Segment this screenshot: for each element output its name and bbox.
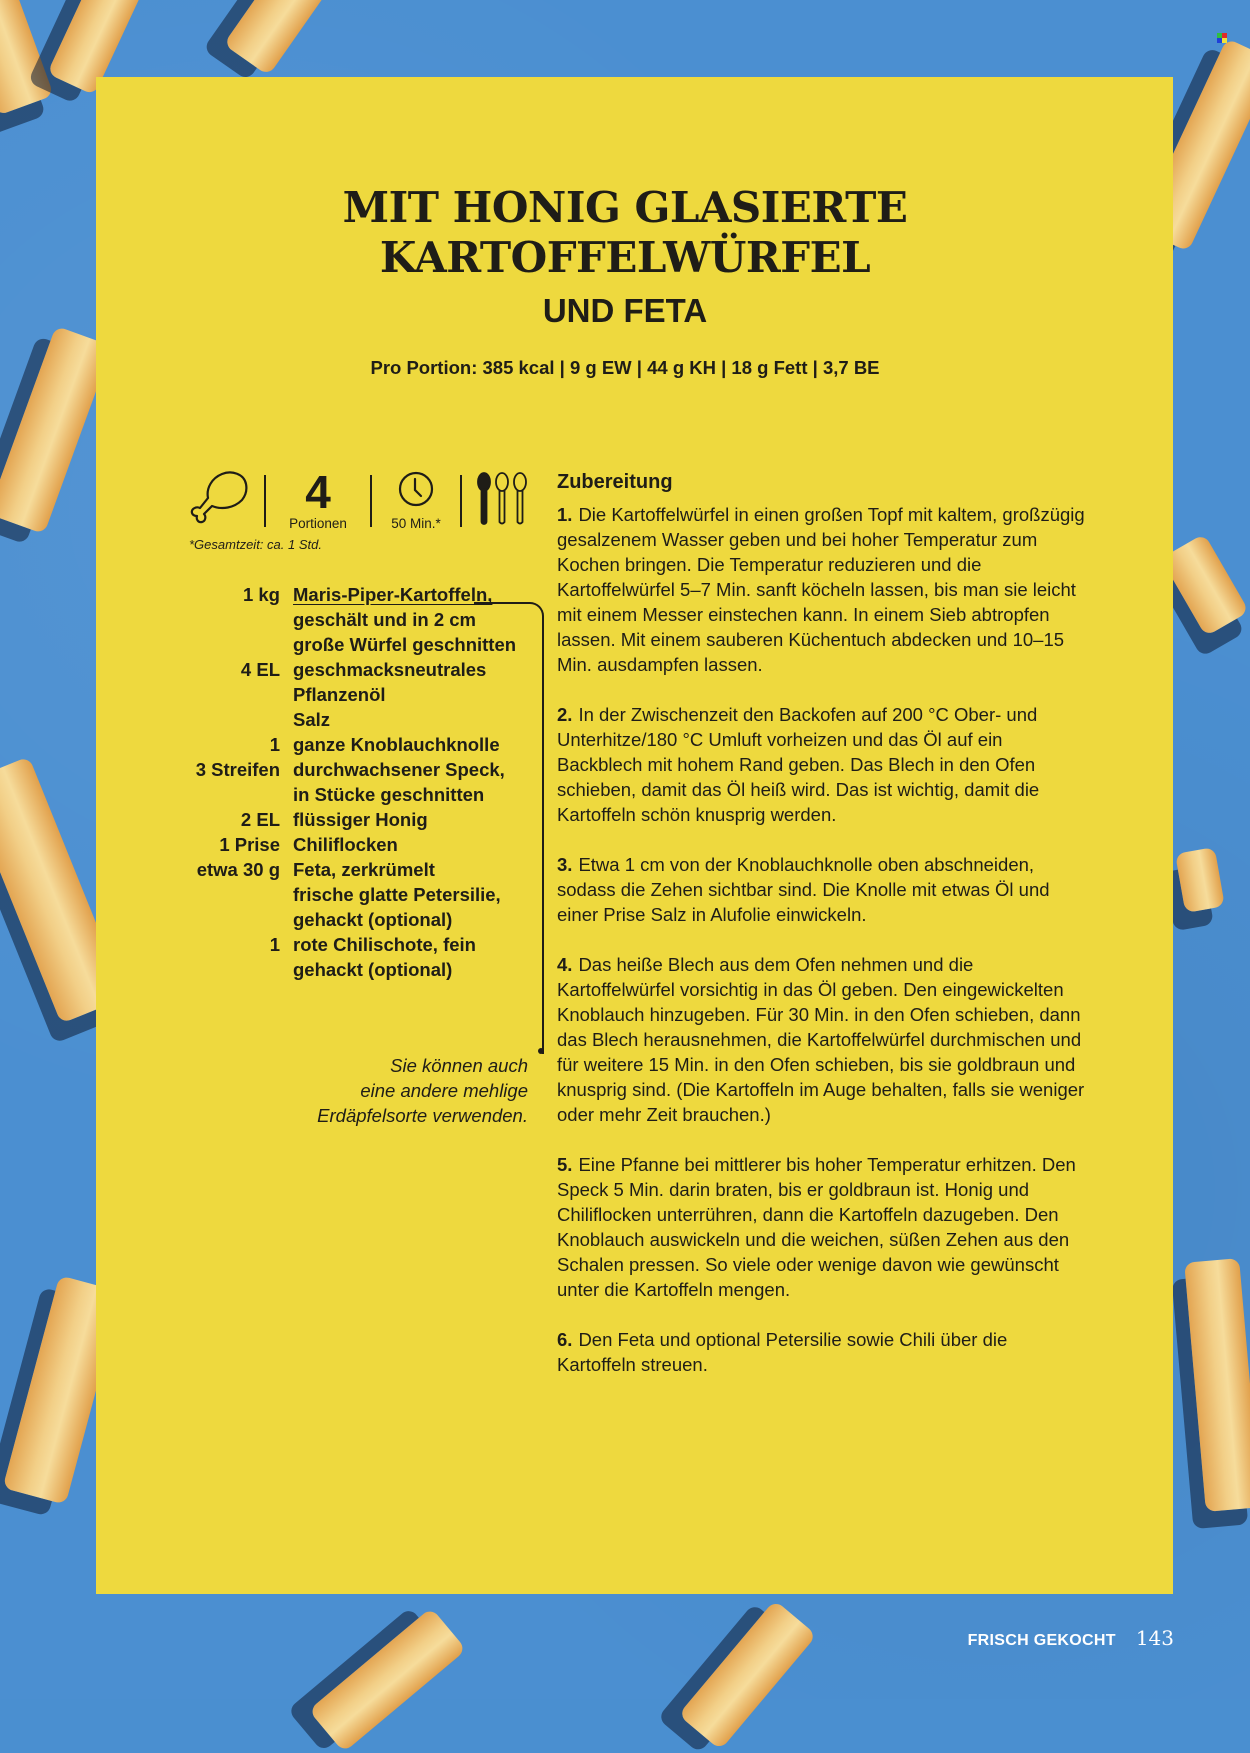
divider (264, 475, 266, 527)
preparation-step (557, 1327, 1085, 1377)
recipe-info-row (188, 466, 528, 532)
ingredient-line: geschmacksneutrales (293, 659, 487, 680)
ingredient-line: rote Chilischote, fein (293, 934, 476, 955)
ingredient-amount: 1 Prise (219, 834, 280, 855)
section-name: FRISCH GEKOCHT (967, 1632, 1116, 1649)
ingredient-line: frische glatte Petersilie, (293, 884, 501, 905)
total-time-footnote: *Gesamtzeit: ca. 1 Std. (189, 537, 322, 552)
ingredient-name: ganze Knoblauchknolle (293, 734, 500, 755)
recipe-subtitle: UND FETA (542, 292, 708, 329)
portions-block (280, 466, 356, 532)
ingredient-line: Pflanzenöl (293, 684, 386, 705)
preparation-step (557, 502, 1085, 677)
ingredient-amount: 1 (269, 934, 280, 955)
portions-value: 4 (305, 466, 331, 518)
ingredient-amount: etwa 30 g (196, 859, 280, 880)
tip-line: Erdäpfelsorte verwenden. (317, 1105, 528, 1126)
tip-line: Sie können auch (390, 1055, 528, 1076)
ingredient-line: durchwachsener Speck, (293, 759, 505, 780)
divider (370, 475, 372, 527)
clock-icon (398, 471, 434, 512)
ingredient-line: geschält und in 2 cm (293, 609, 476, 630)
step-text: Die Kartoffelwürfel in einen großen Topf mit kaltem, großzügig gesalzenem Wasser geben und bei hoher Temperatur zum Kochen bringen. Die Temperatur reduzieren und die Kartoffelwürfel 5–7 Min. sanft köcheln lassen, bis man sie leicht mit einem Messer einstechen kann. In einem Sieb abtropfen lassen. Mit einem sauberen Küchentuch abdecken und 10–15 Min. ausdampfen lassen. (557, 504, 1085, 675)
step-text: In der Zwischenzeit den Backofen auf 200 °C Ober- und Unterhitze/180 °C Umluft vorheizen und das Öl auf ein Backblech mit hohem Rand geben. Das Blech in den Ofen schieben, damit das Öl heiß wird. Das ist wichtig, damit die Kartoffeln schön knusprig werden. (557, 704, 1040, 825)
preparation-section (557, 470, 1085, 1402)
ingredient-amount (180, 882, 293, 932)
ingredient-line: gehackt (optional) (293, 959, 453, 980)
preparation-step (557, 852, 1085, 927)
ingredient-line: Maris-Piper-Kartoffeln, (293, 584, 493, 605)
preparation-step (557, 702, 1085, 827)
step-number: 1. (557, 504, 573, 525)
page-footer (968, 1626, 1174, 1650)
ingredient-amount: 2 EL (240, 809, 280, 830)
nutrition-info: Pro Portion: 385 kcal | 9 g EW | 44 g KH | 18 g Fett | 3,7 BE (370, 357, 880, 378)
step-number: 5. (557, 1154, 573, 1175)
ingredient-name: Chiliflocken (293, 834, 398, 855)
ingredient-tip (270, 1053, 528, 1128)
step-number: 2. (557, 704, 573, 725)
step-text: Eine Pfanne bei mittlerer bis hoher Temperatur erhitzen. Den Speck 5 Min. darin braten, bis er goldbraun ist. Honig und Chiliflocken unterrühren, dann die Kartoffeln dazugeben. Den Knoblauch auswickeln und die weichen, süßen Zehen aus den Schalen pressen. So viele oder wenige davon wie gewünscht unter die Kartoffeln mengen. (557, 1154, 1076, 1300)
ingredient-line: gehackt (optional) (293, 909, 453, 930)
page-number: 143 (1135, 1626, 1174, 1650)
ingredient-amount (180, 707, 293, 732)
time-block (386, 471, 446, 532)
preparation-heading: Zubereitung (557, 471, 673, 493)
ingredient-amount: 4 EL (240, 659, 280, 680)
color-squares-logo-icon (1217, 33, 1227, 43)
step-text: Den Feta und optional Petersilie sowie Chili über die Kartoffeln streuen. (557, 1329, 1008, 1375)
ingredient-name: flüssiger Honig (293, 809, 428, 830)
ingredient-amount: 1 (269, 734, 280, 755)
portions-label: Portionen (289, 516, 347, 531)
time-label: 50 Min.* (391, 515, 441, 531)
preparation-step (557, 1152, 1085, 1302)
ingredient-name: Salz (293, 709, 331, 730)
chicken-leg-icon (188, 470, 250, 533)
ingredient-amount: 3 Streifen (195, 759, 280, 780)
step-number: 3. (557, 854, 573, 875)
step-number: 4. (557, 954, 573, 975)
step-text: Das heiße Blech aus dem Ofen nehmen und die Kartoffelwürfel vorsichtig in das Öl geben. Den eingewickelten Knoblauch hinzugeben. Für 30 Min. in den Ofen schieben, dann das Blech herausnehmen, die Kartoffelwürfel durchmischen und für weitere 15 Min. in den Ofen schieben, bis sie goldbraun und knusprig sind. (Die Kartoffeln im Auge behalten, falls sie weniger oder mehr Zeit brauchen.) (557, 954, 1085, 1125)
recipe-title-line-2: KARTOFFELWÜRFEL (379, 233, 871, 282)
ingredient-name: Feta, zerkrümelt (293, 859, 435, 880)
step-number: 6. (557, 1329, 573, 1350)
tip-line: eine andere mehlige (360, 1080, 528, 1101)
divider (460, 475, 462, 527)
spoons-difficulty-icon (476, 472, 528, 531)
step-text: Etwa 1 cm von der Knoblauchknolle oben abschneiden, sodass die Zehen sichtbar sind. Die Knolle mit etwas Öl und einer Prise Salz in Alufolie einwickeln. (557, 854, 1050, 925)
ingredient-line: große Würfel geschnitten (293, 634, 517, 655)
preparation-step (557, 952, 1085, 1127)
ingredient-line: in Stücke geschnitten (293, 784, 485, 805)
tip-connector-dot (538, 1048, 544, 1054)
tip-connector-line (474, 602, 544, 1054)
recipe-title (0, 183, 1250, 283)
recipe-title-line-1: MIT HONIG GLASIERTE (342, 183, 908, 232)
ingredient-amount: 1 kg (242, 584, 280, 605)
